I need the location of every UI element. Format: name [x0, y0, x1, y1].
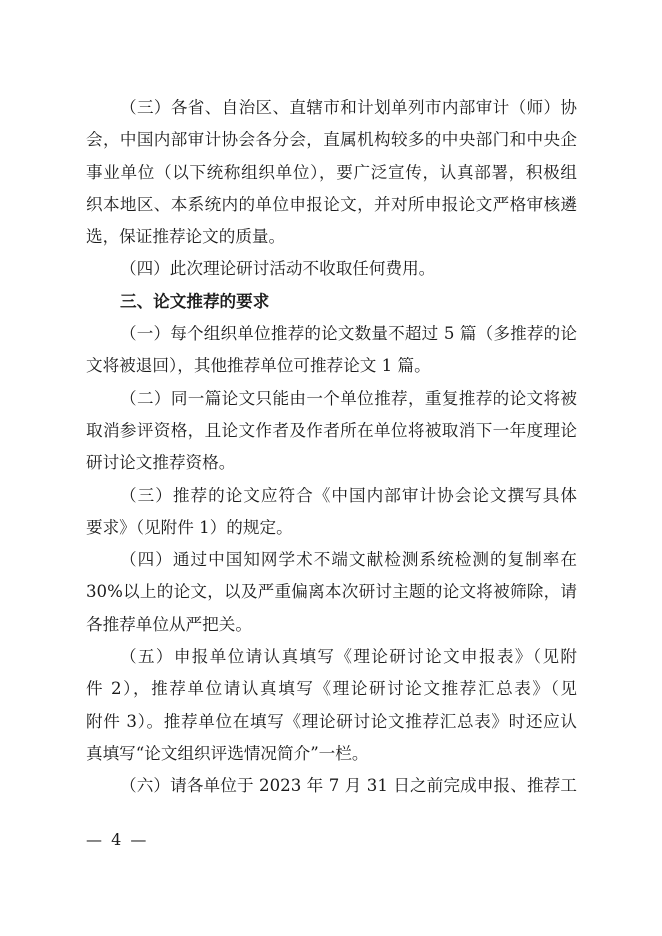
- text-line: 选，保证推荐论文的质量。: [86, 227, 286, 247]
- text-line: （二）同一篇论文只能由一个单位推荐，重复推荐的论文将被: [120, 388, 577, 408]
- paragraph: [86, 318, 577, 383]
- text-line: 真填写“论文组织评选情况简介”一栏。: [86, 743, 369, 763]
- text-line: （五）申报单位请认真填写《理论研讨论文申报表》（见附: [120, 647, 577, 667]
- text-line: 要求》（见附件 1）的规定。: [86, 517, 293, 537]
- paragraph: [86, 544, 577, 641]
- text-line: （四）此次理论研讨活动不收取任何费用。: [120, 259, 436, 279]
- document-body: [86, 92, 577, 803]
- text-line: 织本地区、本系统内的单位申报论文，并对所申报论文严格审核遴: [86, 194, 577, 214]
- text-line: 附件 3）。推荐单位在填写《理论研讨论文推荐汇总表》时还应认: [86, 711, 577, 731]
- text-line: 取消参评资格，且论文作者及作者所在单位将被取消下一年度理论: [86, 420, 577, 440]
- paragraph: [86, 480, 577, 545]
- paragraph: [86, 641, 577, 770]
- text-line: （三）各省、自治区、直辖市和计划单列市内部审计（师）协: [120, 98, 577, 117]
- paragraph: [86, 383, 577, 480]
- text-line: （三）推荐的论文应符合《中国内部审计协会论文撰写具体: [120, 485, 577, 505]
- text-line: 件 2），推荐单位请认真填写《理论研讨论文推荐汇总表》（见: [86, 679, 577, 699]
- heading-text: 三、论文推荐的要求: [120, 291, 270, 311]
- page-number: — 4 —: [86, 830, 149, 849]
- text-line: 30%以上的论文，以及严重偏离本次研讨主题的论文将被筛除，请: [86, 582, 577, 602]
- text-line: 事业单位（以下统称组织单位），要广泛宣传，认真部署，积极组: [86, 162, 577, 182]
- section-heading: [86, 286, 577, 318]
- text-line: （一）每个组织单位推荐的论文数量不超过 5 篇（多推荐的论: [120, 324, 577, 344]
- text-line: （四）通过中国知网学术不端文献检测系统检测的复制率在: [120, 550, 577, 570]
- paragraph: [86, 92, 577, 253]
- text-line: 文将被退回），其他推荐单位可推荐论文 1 篇。: [86, 356, 431, 376]
- text-line: 各推荐单位从严把关。: [86, 614, 252, 634]
- paragraph: [86, 253, 577, 285]
- text-line: 研讨论文推荐资格。: [86, 453, 236, 473]
- text-line: 会，中国内部审计协会各分会，直属机构较多的中央部门和中央企: [86, 130, 577, 150]
- text-line: （六）请各单位于 2023 年 7 月 31 日之前完成申报、推荐工: [120, 776, 577, 796]
- paragraph: [86, 770, 577, 802]
